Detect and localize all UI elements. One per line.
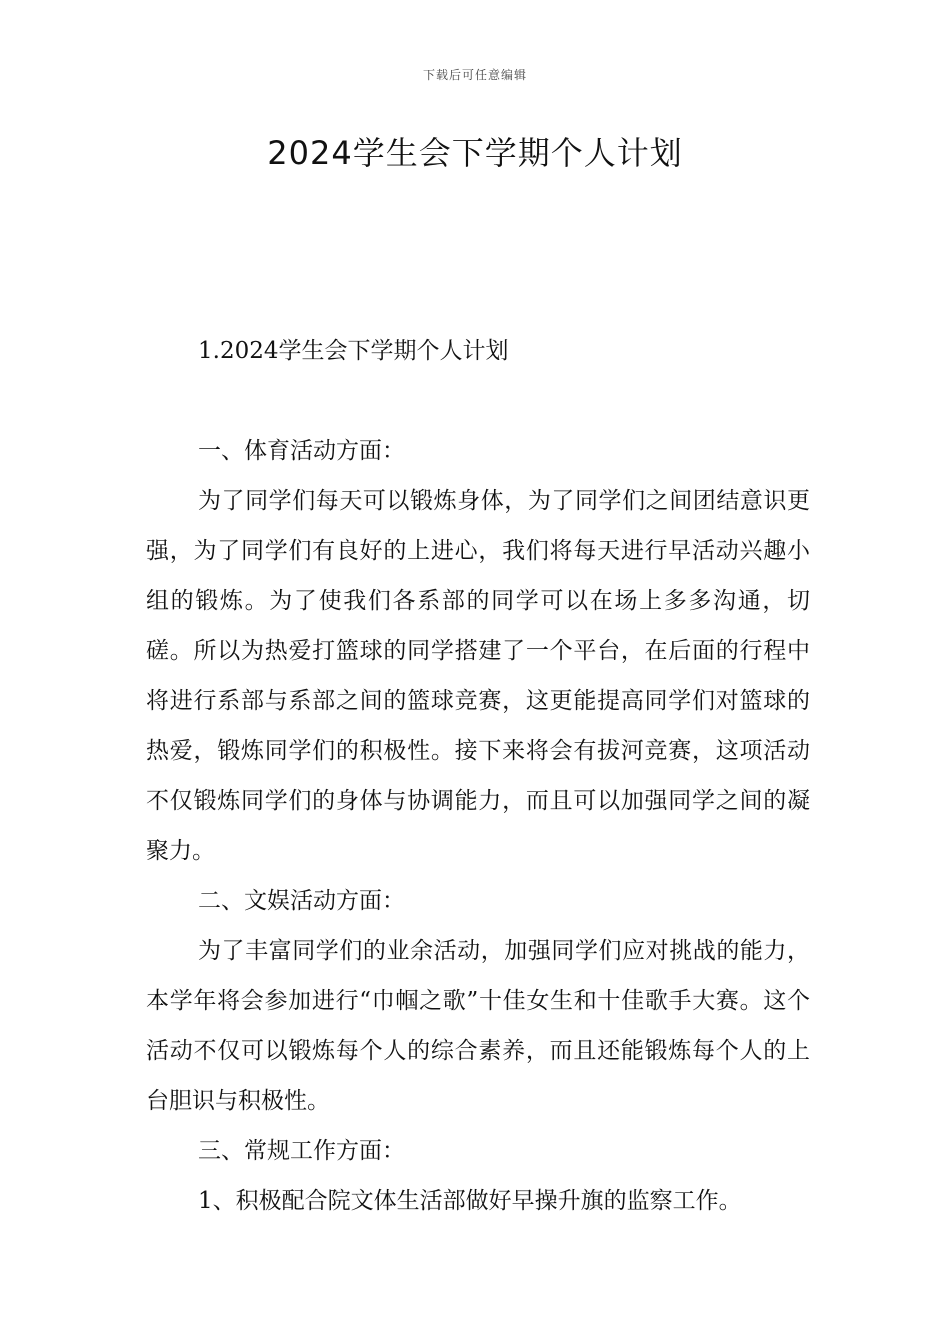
paragraph-sports: 为了同学们每天可以锻炼身体，为了同学们之间团结意识更强，为了同学们有良好的上进心，我们将每天进行早活动兴趣小组的锻炼。为了使我们各系部的同学可以在场上多多沟通，切磋。所以为热爱打篮球的同学搭建了一个平台，在后面的行程中将进行系部与系部之间的篮球竞赛，这更能提高同学们对篮球的热爱，锻炼同学们的积极性。接下来将会有拔河竞赛，这项活动不仅锻炼同学们的身体与协调能力，而且可以加强同学之间的凝聚力。 (146, 488, 810, 864)
section-subtitle: 1.2024学生会下学期个人计划 (198, 338, 509, 364)
heading-sports: 一、体育活动方面： (198, 438, 405, 464)
document-body (146, 426, 810, 1226)
paragraph-routine-item-1: 1、积极配合院文体生活部做好早操升旗的监察工作。 (198, 1188, 742, 1214)
document-title: 2024学生会下学期个人计划 (267, 134, 683, 172)
paragraph-entertainment: 为了丰富同学们的业余活动，加强同学们应对挑战的能力，本学年将会参加进行“巾帼之歌”十佳女生和十佳歌手大赛。这个活动不仅可以锻炼每个人的综合素养，而且还能锻炼每个人的上台胆识与积极性。 (146, 938, 810, 1114)
header-note: 下载后可任意编辑 (422, 68, 527, 82)
heading-routine-work: 三、常规工作方面： (198, 1138, 405, 1164)
heading-entertainment: 二、文娱活动方面： (198, 888, 405, 914)
